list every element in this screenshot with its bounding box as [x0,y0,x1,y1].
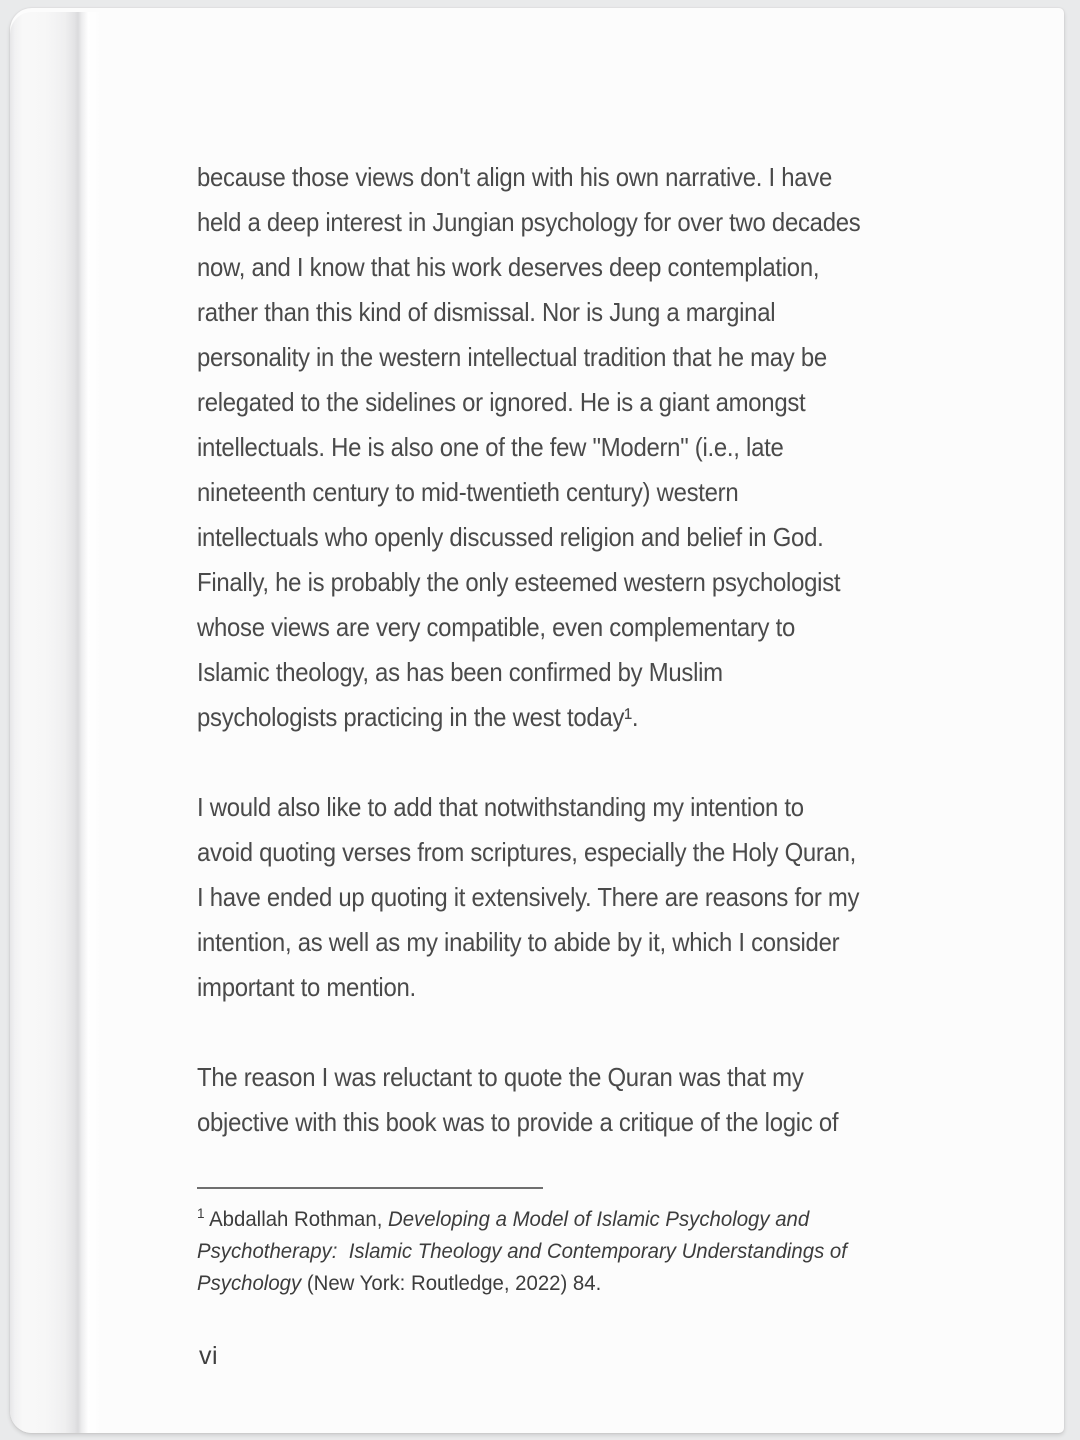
text-line: because those views don't align with his own narrative. I have [197,162,833,192]
text-line: intention, as well as my inability to abide by it, which I consider [197,927,840,957]
text-line: psychologists practicing in the west today¹. [197,702,639,732]
footnote-line [197,1236,954,1268]
footnote-text: Developing a Model of Islamic Psychology and [388,1208,810,1231]
text-line: now, and I know that his work deserves deep contemplation, [197,252,820,282]
footnote-line [197,1268,954,1300]
footnote-text: Abdallah Rothman, [204,1208,389,1231]
text-line: The reason I was reluctant to quote the Quran was that my [197,1062,804,1092]
footnote-marker: 1 [197,1205,205,1221]
text-line: rather than this kind of dismissal. Nor is Jung a marginal [197,297,776,327]
text-line: Islamic theology, as has been confirmed by Muslim [197,657,723,687]
footnote-text: Psychotherapy: Islamic Theology and Contemporary Understandings of [197,1240,847,1263]
text-line: I have ended up quoting it extensively. There are reasons for my [197,882,860,912]
text-line: important to mention. [197,972,416,1002]
text-line: avoid quoting verses from scriptures, especially the Holy Quran, [197,837,857,867]
footnote-separator [197,1187,543,1189]
body-text [197,155,957,1145]
book-page [10,8,1064,1433]
text-line: nineteenth century to mid-twentieth century) western [197,477,739,507]
footnote-text: Psychology [197,1272,302,1295]
text-line: relegated to the sidelines or ignored. He is a giant amongst [197,387,806,417]
text-line: held a deep interest in Jungian psychology for over two decades [197,207,861,237]
footnote-text: (New York: Routledge, 2022) 84. [301,1272,602,1295]
paragraph [197,785,957,1010]
page-number: vi [199,1342,219,1370]
text-line: objective with this book was to provide a critique of the logic of [197,1107,839,1137]
footnote-line [197,1204,954,1236]
paragraph [197,155,957,740]
text-line: Finally, he is probably the only esteemed western psychologist [197,567,841,597]
page-spine-edge [10,12,102,1433]
text-line: whose views are very compatible, even complementary to [197,612,795,642]
text-line: intellectuals. He is also one of the few "Modern" (i.e., late [197,432,784,462]
text-line: I would also like to add that notwithstanding my intention to [197,792,804,822]
text-line: intellectuals who openly discussed religion and belief in God. [197,522,824,552]
text-line: personality in the western intellectual tradition that he may be [197,342,827,372]
paragraph [197,1055,957,1145]
footnote [197,1204,977,1300]
